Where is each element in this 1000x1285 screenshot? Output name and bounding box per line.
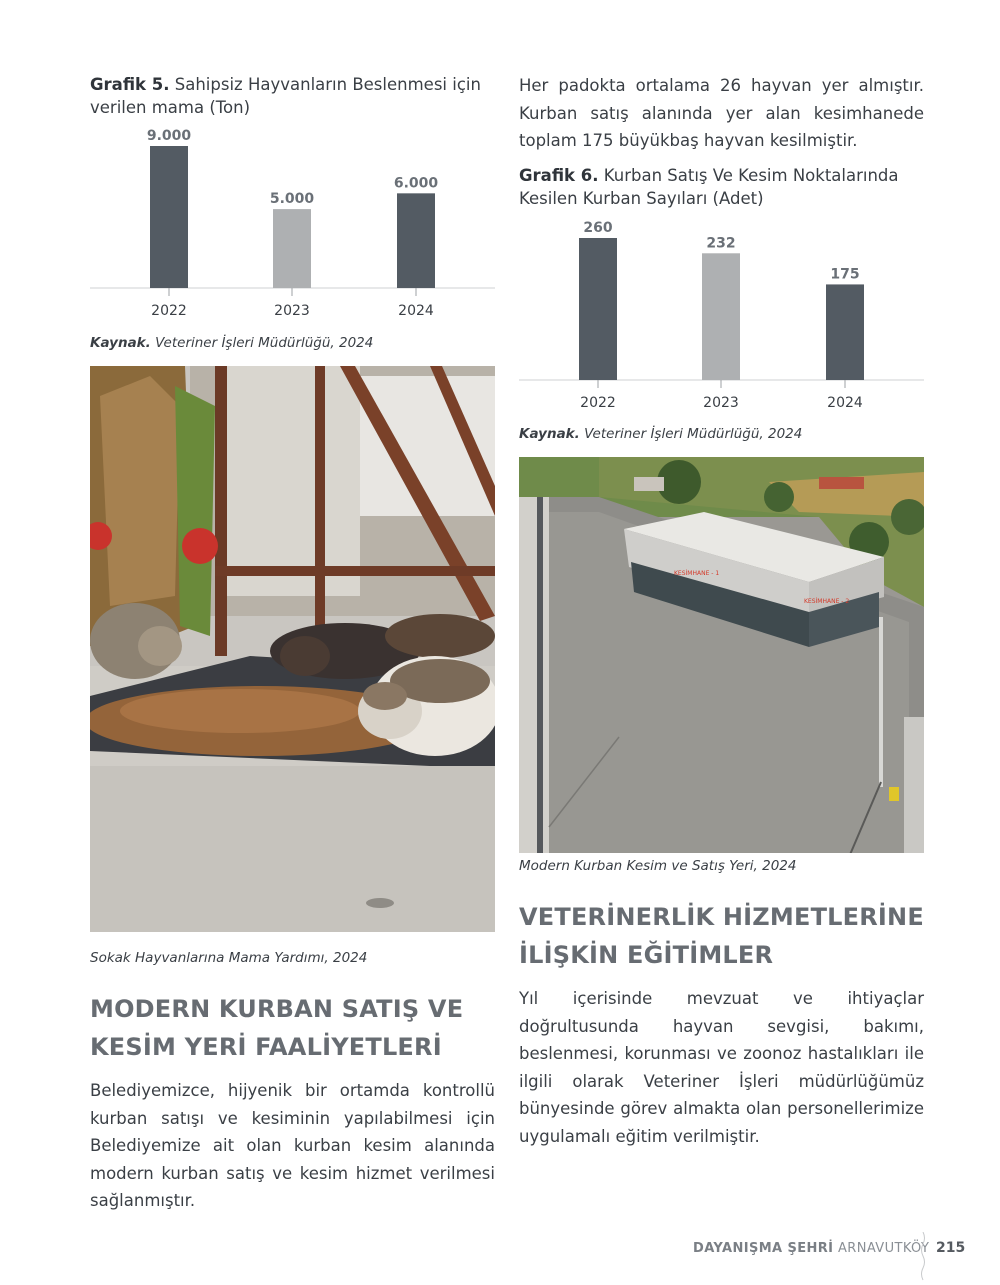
education-heading-line1: VETERİNERLİK HİZMETLERİNE: [519, 903, 924, 931]
footer-brand: [693, 1241, 929, 1256]
education-section-heading: [519, 898, 924, 974]
chart5: [90, 120, 495, 325]
chart5-category-label: 2022: [151, 303, 187, 319]
chart6-title-label: Grafik 6.: [519, 166, 599, 185]
chart6: [519, 212, 924, 417]
chart6-source-text: Veteriner İşleri Müdürlüğü, 2024: [584, 426, 803, 442]
page-number: 215: [936, 1240, 966, 1256]
education-section-paragraph: Yıl içerisinde mevzuat ve ihtiyaçlar doğrultusunda hayvan sevgisi, bakımı, beslenmesi, korunması ve zoonoz hastalıkları ile ilgili olarak Veteriner İşleri müdürlüğümüz bünyesinde görev almakta olan personellerimize uygulamalı eğitim verilmiştir.: [519, 989, 924, 1146]
chart6-value-label: 260: [583, 220, 613, 236]
chart5-source-text: Veteriner İşleri Müdürlüğü, 2024: [155, 335, 374, 351]
chart5-bar: [273, 209, 311, 288]
slaughterhouse-photo-caption: Modern Kurban Kesim ve Satış Yeri, 2024: [519, 858, 797, 874]
chart5-source-label: Kaynak.: [90, 335, 151, 351]
chart5-title-text: Sahipsiz Hayvanların Beslenmesi için verilen mama (Ton): [90, 75, 481, 117]
footer-brand-light: ARNAVUTKÖY: [837, 1241, 930, 1256]
kesimhane-1-sign: KESİMHANE - 1: [674, 570, 720, 577]
slaughterhouse-aerial-photo: [519, 457, 924, 853]
chart6-bar: [826, 284, 864, 380]
chart6-category-label: 2024: [827, 395, 863, 411]
chart5-value-label: 6.000: [393, 175, 439, 192]
chart6-bar: [579, 238, 617, 380]
kurban-heading-line1: MODERN KURBAN SATIŞ VE: [90, 995, 464, 1023]
chart6-value-label: 232: [706, 235, 736, 252]
chart6-value-label: 175: [830, 266, 860, 283]
chart6-category-label: 2022: [580, 395, 616, 411]
padok-paragraph: Her padokta ortalama 26 hayvan yer almıştır. Kurban satış alanında yer alan kesimhanede toplam 175 büyükbaş hayvan kesilmiştir.: [519, 76, 924, 150]
chart5-title-label: Grafik 5.: [90, 75, 170, 94]
chart5-title: [90, 73, 495, 119]
chart6-source: [519, 426, 802, 442]
chart5-source: [90, 335, 373, 351]
chart5-category-label: 2024: [398, 303, 434, 319]
footer-brand-bold: DAYANIŞMA ŞEHRİ: [693, 1241, 834, 1256]
chart5-category-label: 2023: [274, 303, 310, 319]
chart6-bar: [702, 253, 740, 380]
chart6-category-label: 2023: [703, 395, 739, 411]
chart6-title-text: Kurban Satış Ve Kesim Noktalarında Kesilen Kurban Sayıları (Adet): [519, 166, 899, 208]
cats-feeding-photo: [90, 366, 495, 932]
cats-photo-caption: Sokak Hayvanlarına Mama Yardımı, 2024: [90, 950, 368, 966]
footer-divider: [918, 1232, 928, 1285]
chart5-bar: [150, 146, 188, 288]
kurban-section-paragraph: Belediyemizce, hijyenik bir ortamda kontrollü kurban satışı ve kesiminin yapılabilmesi için Belediyemize ait olan kurban kesim alanında modern kurban satış ve kesim hizmet verilmesi sağlanmıştır.: [90, 1081, 495, 1210]
kesimhane-2-sign: KESİMHANE - 2: [804, 598, 850, 605]
chart5-value-label: 5.000: [269, 191, 315, 208]
education-heading-line2: İLİŞKİN EĞİTİMLER: [519, 941, 774, 969]
chart5-value-label: 9.000: [146, 128, 192, 144]
chart5-bar: [397, 193, 435, 288]
kurban-section-heading: [90, 990, 495, 1066]
kurban-heading-line2: KESİM YERİ FAALİYETLERİ: [90, 1033, 442, 1061]
chart6-title: [519, 164, 924, 210]
chart6-source-label: Kaynak.: [519, 426, 580, 442]
